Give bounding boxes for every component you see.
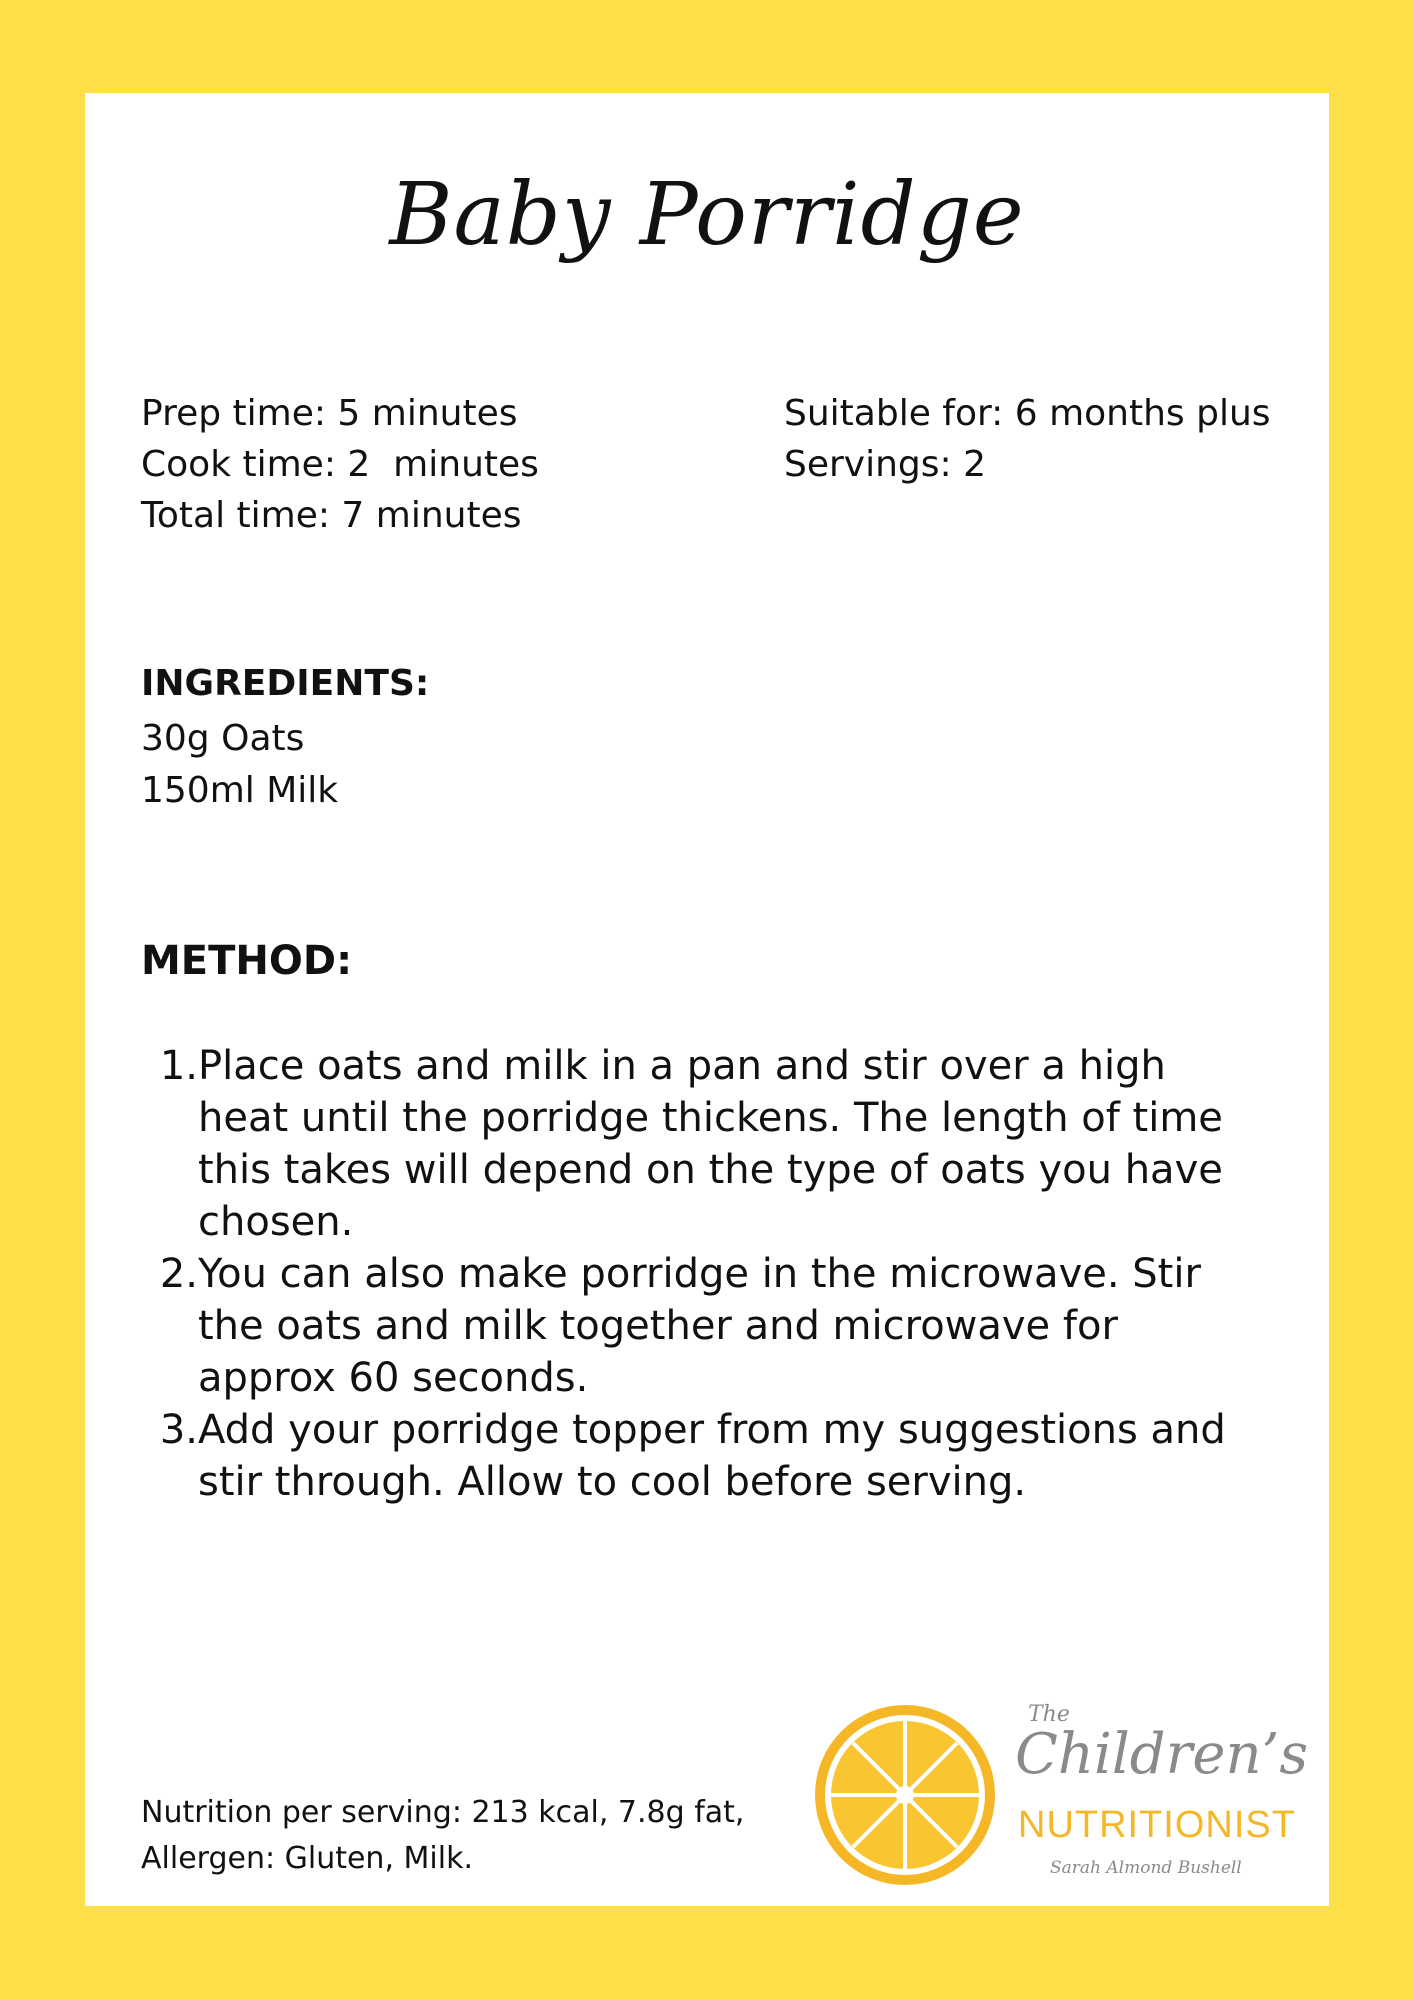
step-text: Place oats and milk in a pan and stir over a high heat until the porridge thickens. The length of time this takes will depend on the type of oats you have chosen.	[198, 1043, 1223, 1245]
suitable-for: Suitable for: 6 months plus	[784, 393, 1271, 434]
total-time: Total time: 7 minutes	[141, 495, 522, 536]
logo-author: Sarah Almond Bushell	[1050, 1858, 1242, 1878]
step-text: You can also make porridge in the microwave. Stir the oats and milk together and microwave for approx 60 seconds.	[198, 1251, 1201, 1401]
ingredient-item: 150ml Milk	[141, 770, 339, 811]
meta-times	[141, 388, 539, 541]
lemon-slice-icon	[810, 1700, 1000, 1890]
step-number: 2.	[159, 1251, 198, 1297]
ingredient-item: 30g Oats	[141, 718, 305, 759]
ingredients-heading: INGREDIENTS:	[141, 663, 430, 704]
servings: Servings: 2	[784, 444, 987, 485]
nutrition-info	[141, 1790, 744, 1882]
method-heading: METHOD:	[141, 938, 353, 984]
step-number: 1.	[159, 1043, 198, 1089]
method-steps	[141, 1040, 1271, 1508]
logo-name: Children’s	[1015, 1722, 1309, 1787]
method-step	[141, 1248, 1271, 1404]
logo-subtitle: NUTRITIONIST	[1018, 1804, 1296, 1846]
step-text: Add your porridge topper from my suggestions and stir through. Allow to cool before serving.	[198, 1407, 1226, 1505]
logo-the: The	[1028, 1702, 1070, 1727]
ingredients-list	[141, 713, 338, 817]
allergen-line: Allergen: Gluten, Milk.	[141, 1841, 473, 1876]
method-step	[141, 1404, 1271, 1508]
cook-time: Cook time: 2 minutes	[141, 444, 539, 485]
meta-suitability	[784, 388, 1271, 490]
prep-time: Prep time: 5 minutes	[141, 393, 518, 434]
brand-logo	[810, 1700, 1310, 1890]
method-step	[141, 1040, 1271, 1248]
recipe-title: Baby Porridge	[389, 165, 1025, 265]
nutrition-line: Nutrition per serving: 213 kcal, 7.8g fat,	[141, 1795, 745, 1830]
recipe-card	[85, 93, 1329, 1906]
step-number: 3.	[159, 1407, 198, 1453]
